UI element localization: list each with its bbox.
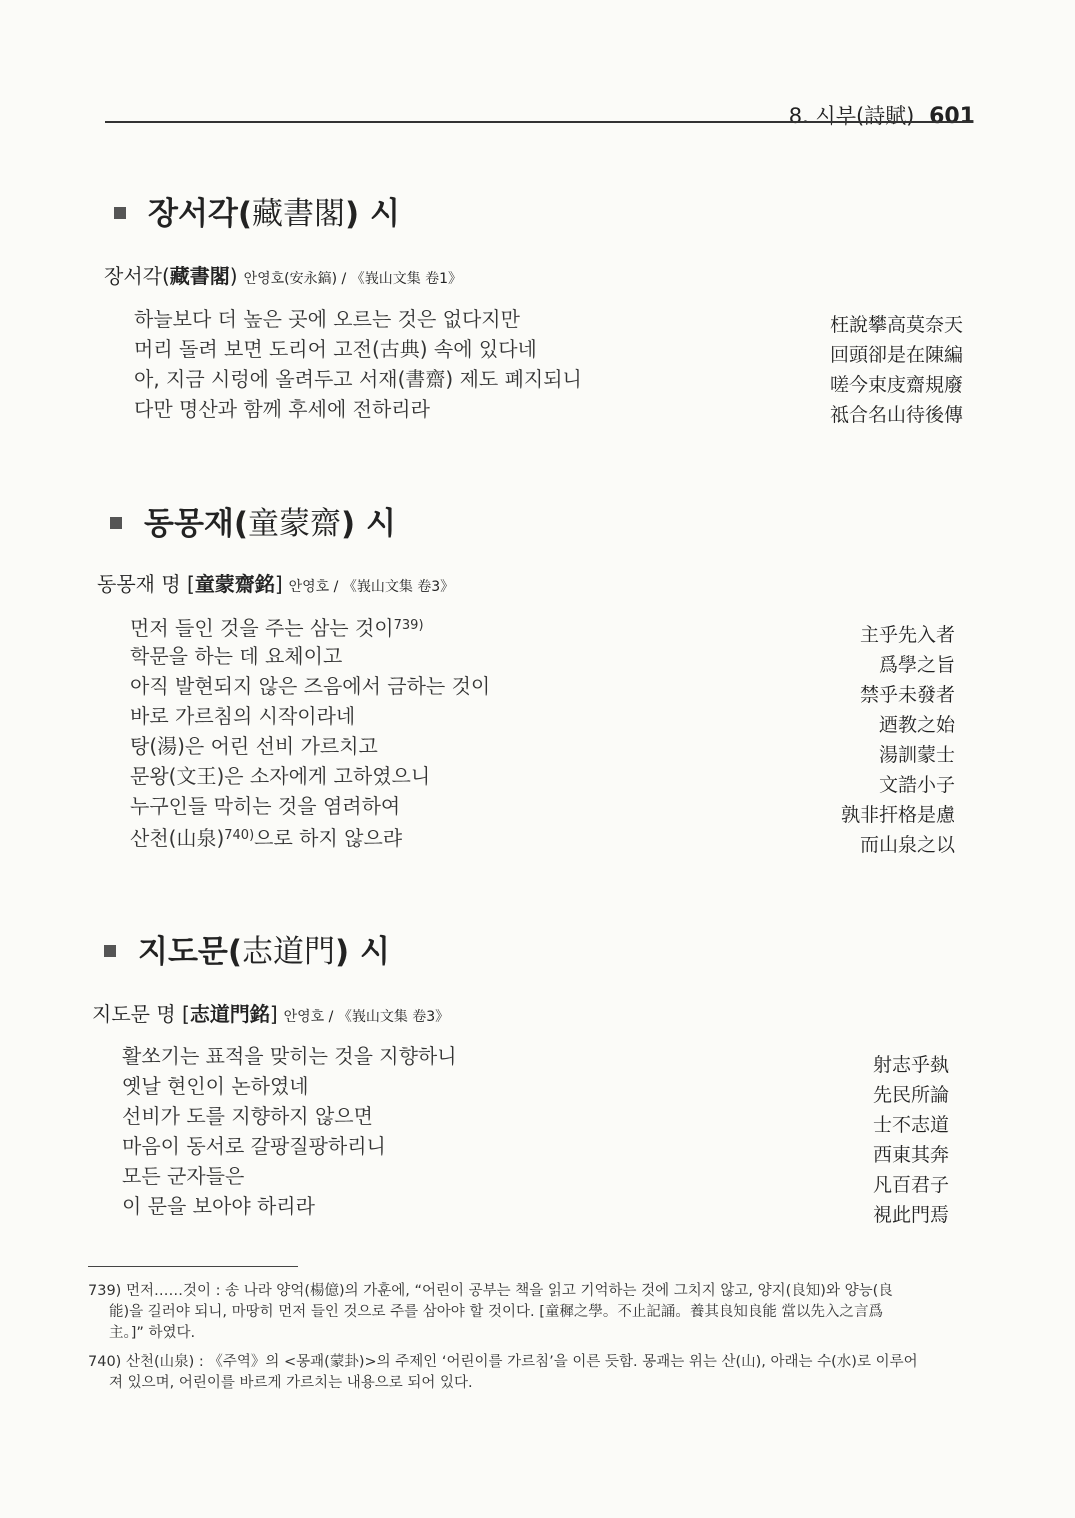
footnote-ref: 739) [393, 618, 424, 633]
korean-line: 누구인들 막히는 것을 염려하여 [130, 794, 401, 818]
korean-line: 산천(山泉)$^{740)}$으로 하지 않으랴 [130, 826, 403, 850]
korean-line: 바로 가르침의 시작이라네 [130, 704, 356, 728]
hanja-line: 回頭卻是在陳編 [829, 344, 963, 366]
korean-line: 먼저 들인 것을 주는 삼는 것이$^{739)}$ [130, 616, 424, 640]
hanja-line: 枉說攀高莫奈天 [829, 314, 963, 336]
square-bullet-icon [104, 945, 116, 957]
hanja-line: 視此門焉 [872, 1204, 949, 1226]
hanja-line: 嗟今束庋齋規廢 [829, 374, 963, 396]
poem-subtitle: 동몽재 명 [童蒙齋銘] 안영호 / 《峩山文集 卷3》 [97, 572, 455, 596]
hanja-line: 孰非扞格是慮 [840, 804, 955, 826]
korean-line: 하늘보다 더 높은 곳에 오르는 것은 없다지만 [134, 307, 520, 331]
hanja-line: 西東其奔 [872, 1144, 949, 1166]
korean-line: 다만 명산과 함께 후세에 전하리라 [134, 397, 430, 421]
source-citation: 안영호 / 《峩山文集 卷3》 [283, 1009, 450, 1025]
korean-translation [134, 304, 582, 424]
hanja-line: 先民所論 [872, 1084, 949, 1106]
section-title: 동몽재(童蒙齋) 시 [110, 498, 396, 543]
footnote-ref: 740) [224, 828, 255, 843]
korean-line: 마음이 동서로 갈팡질팡하리니 [122, 1134, 386, 1158]
korean-line: 모든 군자들은 [122, 1164, 245, 1188]
running-head [789, 100, 975, 130]
hanja-line: 爲學之旨 [878, 654, 955, 676]
korean-line: 이 문을 보아야 하리라 [122, 1194, 315, 1218]
footnote-rule [88, 1266, 298, 1267]
hanja-line: 而山泉之以 [859, 834, 955, 856]
hanja-original [873, 1050, 949, 1230]
korean-line: 옛날 현인이 논하였네 [122, 1074, 309, 1098]
square-bullet-icon [114, 207, 126, 219]
korean-line: 머리 돌려 보면 도리어 고전(古典) 속에 있다네 [134, 337, 537, 361]
hanja-line: 射志乎埶 [872, 1054, 949, 1076]
hanja-original [841, 620, 955, 860]
korean-translation [122, 1041, 457, 1221]
section-title: 지도문(志道門) 시 [104, 926, 390, 971]
hanja-line: 禁乎未發者 [859, 684, 955, 706]
source-citation: 안영호(安永鎬) / 《峩山文集 卷1》 [243, 271, 463, 287]
korean-line: 아, 지금 시렁에 올려두고 서재(書齋) 제도 폐지되니 [134, 367, 582, 391]
poem-subtitle: 장서각(藏書閣) 안영호(安永鎬) / 《峩山文集 卷1》 [104, 264, 463, 288]
section-title: 장서각(藏書閣) 시 [114, 188, 400, 233]
chapter-title: 8. 시부(詩賦) [788, 104, 915, 128]
header-rule [105, 121, 973, 123]
korean-line: 탕(湯)은 어린 선비 가르치고 [130, 734, 378, 758]
hanja-line: 凡百君子 [872, 1174, 949, 1196]
footnote-740: 740) 산천(山泉) : 《주역》의 <몽괘(蒙卦)>의 주제인 ‘어린이를 가르침’을 이른 듯함. 몽괘는 위는 산(山), 아래는 수(水)로 이루어 져 있으며, 어린이를 바르게 가르치는 내용으로 되어 있다. [88, 1354, 918, 1391]
korean-translation [130, 611, 490, 851]
square-bullet-icon [110, 517, 122, 529]
source-citation: 안영호 / 《峩山文集 卷3》 [288, 579, 455, 595]
hanja-original [830, 310, 963, 430]
korean-line: 활쏘기는 표적을 맞히는 것을 지향하니 [122, 1044, 457, 1068]
korean-line: 선비가 도를 지향하지 않으면 [122, 1104, 373, 1128]
hanja-line: 祗合名山待後傳 [829, 404, 963, 426]
hanja-line: 主乎先入者 [859, 624, 955, 646]
korean-line: 문왕(文王)은 소자에게 고하였으니 [130, 764, 431, 788]
korean-line: 학문을 하는 데 요체이고 [130, 644, 343, 668]
poem-subtitle: 지도문 명 [志道門銘] 안영호 / 《峩山文集 卷3》 [92, 1002, 450, 1026]
korean-line: 아직 발현되지 않은 즈음에서 금하는 것이 [130, 674, 491, 698]
footnote-739: 739) 먼저……것이 : 송 나라 양억(楊億)의 가훈에, “어린이 공부는 책을 읽고 기억하는 것에 그치지 않고, 양지(良知)와 양능(良 能)을 길러야 되니, 마땅히 먼저 들인 것으로 주를 삼아야 할 것이다. [童穉之學。不止記誦。養其良知良能 當以先入之言爲 主。]” 하였다. [88, 1283, 893, 1341]
hanja-line: 迺教之始 [878, 714, 955, 736]
hanja-line: 士不志道 [872, 1114, 949, 1136]
hanja-line: 湯訓蒙士 [878, 744, 955, 766]
hanja-line: 文誥小子 [878, 774, 955, 796]
page-number: 601 [929, 104, 975, 129]
